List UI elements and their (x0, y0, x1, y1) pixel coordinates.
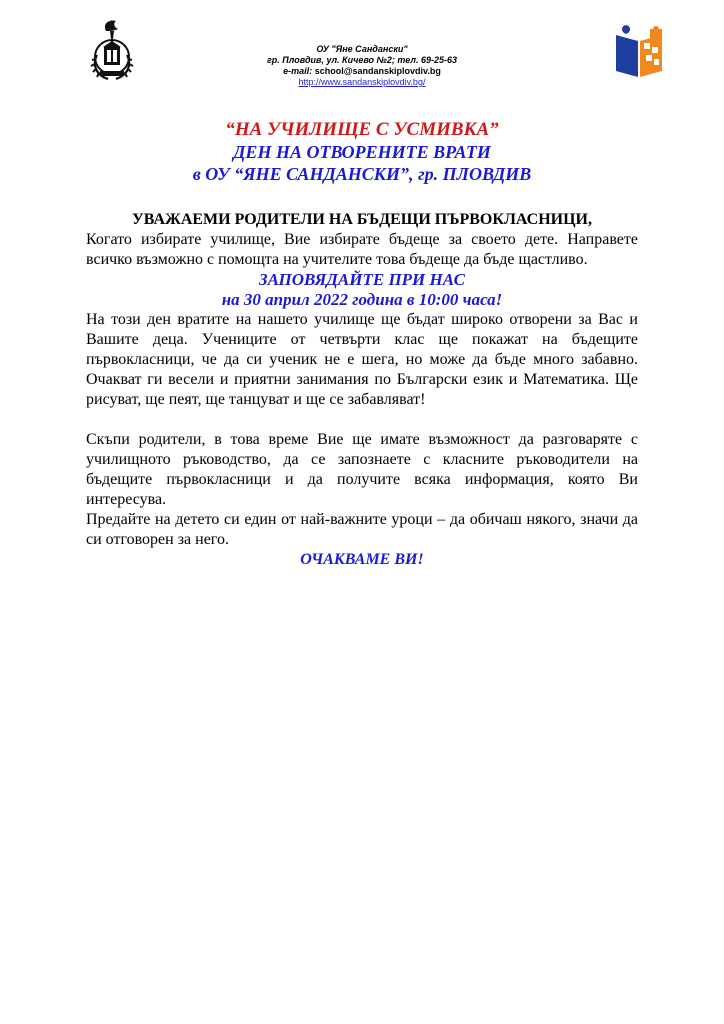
website-link[interactable]: http://www.sandanskiplovdiv.bg/ (298, 77, 426, 87)
closing-line: ОЧАКВАМЕ ВИ! (300, 551, 424, 568)
book-puzzle-logo-icon (614, 25, 672, 77)
email-value: school@sandanskiplovdiv.bg (314, 66, 441, 76)
event-title (0, 119, 724, 185)
paragraph-day-details: На този ден вратите на нашето училище ще бъдат широко отворени за Вас и Вашите деца. Учениците от четвърти клас ще покажат на бъдещите първокласници, че да си ученик не е шега, но може да бъде много забавно. Очакват ги весели и приятни занимания по Български език и Математика. Ще рисуват, ще пеят, ще танцуват и ще се забавляват! (86, 311, 638, 408)
title-line-2: ДЕН НА ОТВОРЕНИТЕ ВРАТИ (233, 142, 491, 162)
title-main: “НА УЧИЛИЩЕ С УСМИВКА” (225, 119, 499, 140)
school-email (200, 66, 524, 77)
invite-date: на 30 април 2022 година в 10:00 часа! (221, 290, 503, 309)
salutation: УВАЖАЕМИ РОДИТЕЛИ НА БЪДЕЩИ ПЪРВОКЛАСНИЦИ, (132, 211, 592, 228)
paragraph-gap (86, 410, 638, 430)
school-name: ОУ "Яне Сандански" (316, 44, 408, 54)
email-label: e-mail: (283, 66, 313, 76)
school-emblem-icon (86, 17, 136, 83)
school-header (200, 44, 524, 88)
title-line-3: в ОУ “ЯНЕ САНДАНСКИ”, гр. ПЛОВДИВ (192, 164, 532, 184)
school-address: гр. Пловдив, ул. Кичево №2; тел. 69-25-63 (266, 55, 457, 65)
paragraph-parents: Скъпи родители, в това време Вие ще имате възможност да разговаряте с училищното ръководство, да се запознаете с класните ръководители на бъдещите първокласници и да получите всяка информация, която Ви интересува. (86, 431, 638, 508)
paragraph-lesson: Предайте на детето си един от най-важните уроци – да обичаш някого, значи да си отговорен за него. (86, 511, 638, 548)
letter-body (86, 210, 638, 570)
invite-line-1: ЗАПОВЯДАЙТЕ ПРИ НАС (258, 270, 466, 289)
paragraph-intro: Когато избирате училище, Вие избирате бъдеще за своето дете. Направете всичко възможно с помощта на учителите това бъдеще да бъде щастливо. (86, 231, 638, 268)
